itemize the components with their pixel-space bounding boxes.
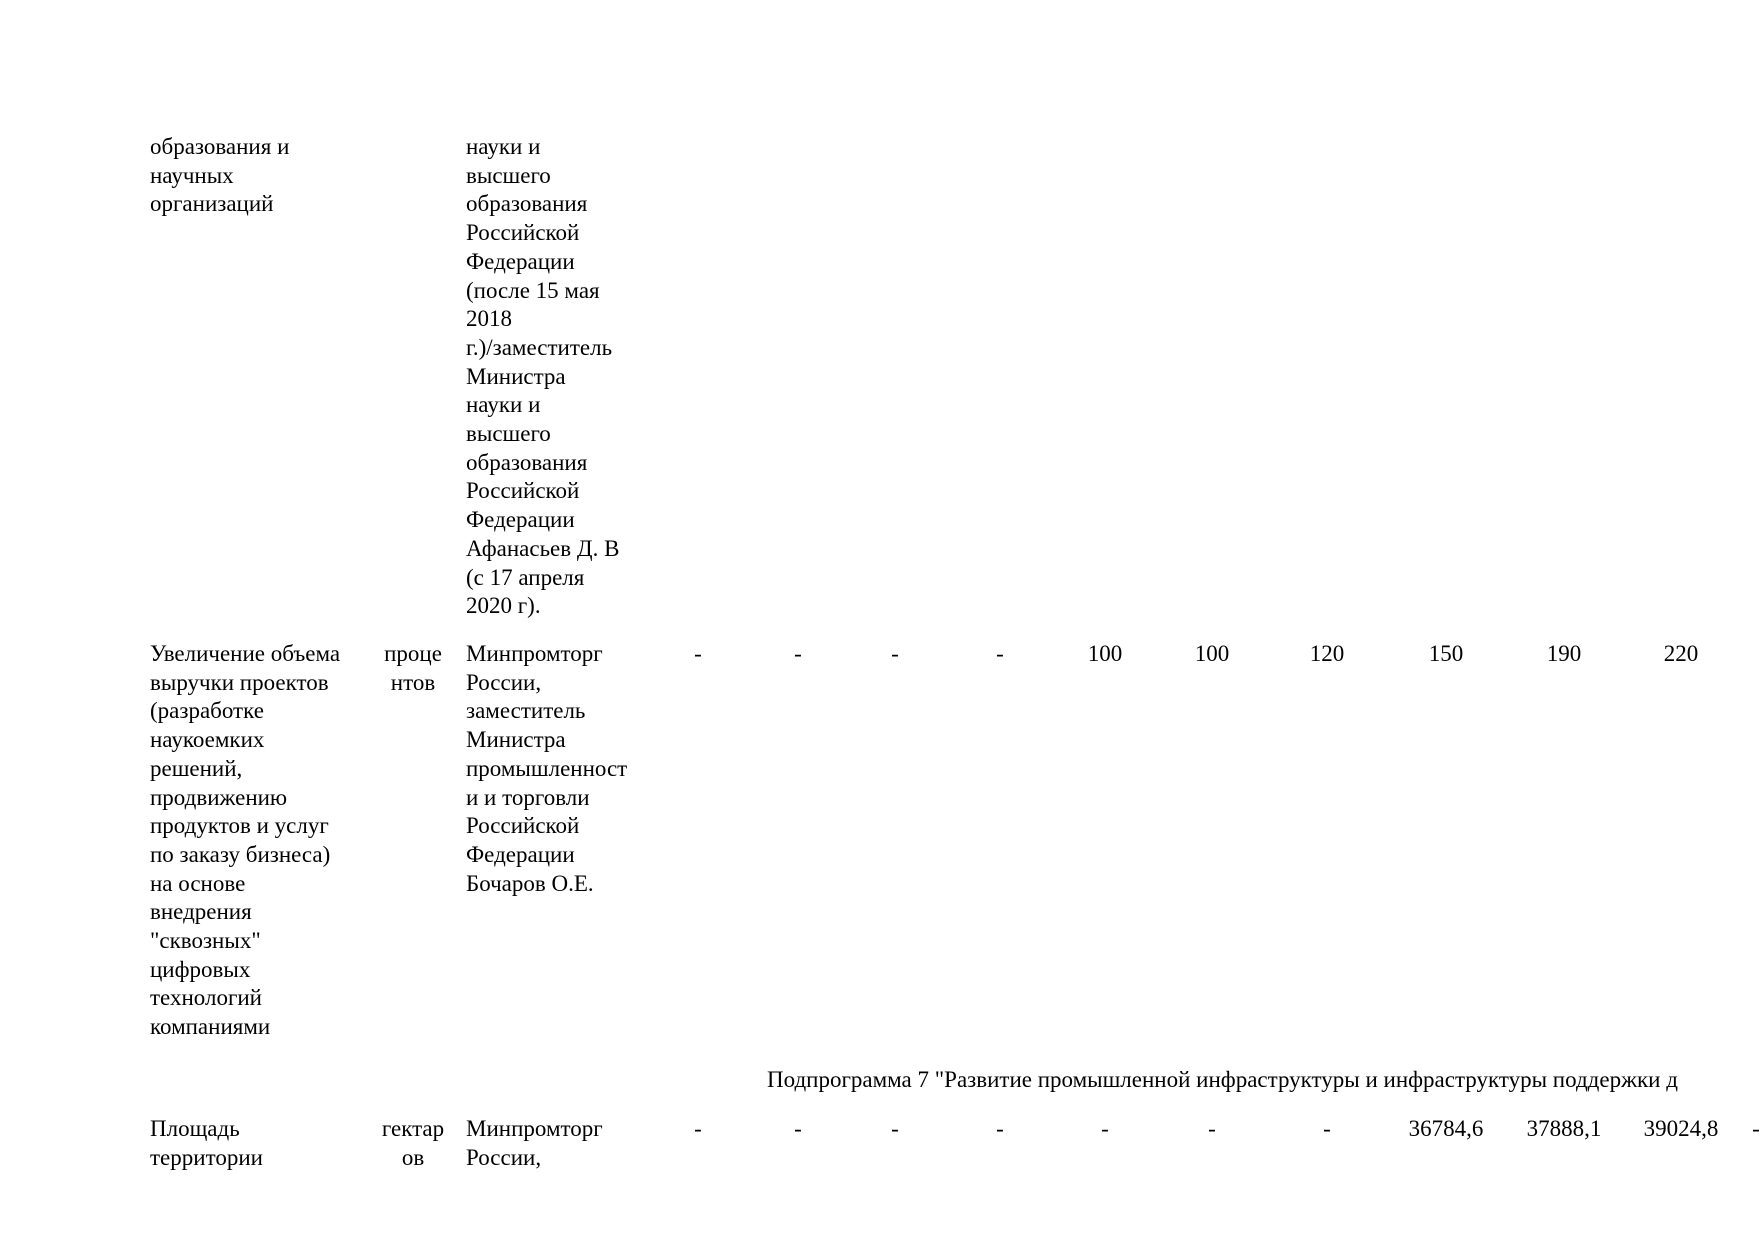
text-line: научных: [150, 162, 234, 188]
text-line: решений,: [150, 755, 243, 781]
value-cell: -: [694, 1116, 702, 1141]
row3-responsible: [466, 1115, 656, 1172]
row2-unit: [378, 640, 448, 697]
text-line: Площадь: [150, 1116, 240, 1141]
text-line: 2020 г).: [466, 593, 541, 619]
value-cell: -: [794, 1116, 802, 1141]
text-line: Российской: [466, 478, 580, 504]
text-line: наукоемких: [150, 727, 265, 753]
text-line: Минпромторг: [466, 1116, 603, 1141]
text-line: технологий: [150, 985, 262, 1011]
text-line: цифровых: [150, 956, 251, 982]
text-line: Министра: [466, 363, 566, 389]
row2-responsible: [466, 640, 656, 898]
text-line: и и торговли: [466, 784, 590, 810]
value-cell: 120: [1309, 641, 1345, 666]
value-cell: 190: [1546, 641, 1582, 666]
text-line: Бочаров О.Е.: [466, 870, 594, 896]
subprogram-heading: Подпрограмма 7 "Развитие промышленной инфраструктуры и инфраструктуры поддержки д: [767, 1067, 1678, 1092]
text-line: Федерации: [466, 507, 575, 533]
text-line: Минпромторг: [466, 641, 603, 666]
text-line: Федерации: [466, 248, 575, 274]
row3-unit: [378, 1115, 448, 1172]
text-line: промышленност: [466, 755, 628, 781]
text-line: высшего: [466, 162, 551, 188]
text-line: (с 17 апреля: [466, 564, 585, 590]
value-cell: 150: [1428, 641, 1464, 666]
text-line: высшего: [466, 421, 551, 447]
text-line: (разработке: [150, 698, 264, 724]
text-line: по заказу бизнеса): [150, 841, 331, 867]
text-line: образования: [466, 449, 588, 475]
text-line: компаниями: [150, 1014, 271, 1040]
text-line: науки и: [466, 134, 541, 159]
value-cell: -: [1208, 1116, 1216, 1141]
text-line: Федерации: [466, 841, 575, 867]
value-cell: -: [794, 641, 802, 666]
text-line: России,: [466, 1144, 542, 1170]
text-line: "сквозных": [150, 928, 261, 954]
text-line: Российской: [466, 813, 580, 839]
value-cell: 100: [1194, 641, 1230, 666]
value-cell: -: [891, 1116, 899, 1141]
text-line: продвижению: [150, 784, 288, 810]
text-line: (после 15 мая: [466, 277, 600, 303]
value-cell: -: [1752, 1116, 1760, 1141]
text-line: Увеличение объема: [150, 641, 341, 666]
text-line: образования и: [150, 134, 290, 159]
value-cell: -: [996, 1116, 1004, 1141]
value-cell: -: [694, 641, 702, 666]
text-line: 2018: [466, 306, 512, 332]
text-line: организаций: [150, 191, 274, 217]
text-line: гектар: [381, 1116, 445, 1141]
value-cell: -: [1323, 1116, 1331, 1141]
value-cell: 39024,8: [1643, 1116, 1719, 1141]
row3-indicator: [150, 1115, 380, 1172]
text-line: Министра: [466, 727, 566, 753]
value-cell: -: [996, 641, 1004, 666]
value-cell: -: [891, 641, 899, 666]
row1-indicator: [150, 133, 380, 219]
text-line: нтов: [390, 669, 436, 695]
text-line: Афанасьев Д. В: [466, 535, 620, 561]
value-cell: 100: [1087, 641, 1123, 666]
text-line: внедрения: [150, 899, 252, 925]
text-line: России,: [466, 669, 542, 695]
text-line: заместитель: [466, 698, 586, 724]
text-line: ов: [401, 1144, 425, 1170]
value-cell: 36784,6: [1408, 1116, 1484, 1141]
text-line: проце: [384, 641, 442, 666]
value-cell: 220: [1663, 641, 1699, 666]
row1-responsible: [466, 133, 656, 621]
text-line: науки и: [466, 392, 541, 418]
text-line: на основе: [150, 870, 246, 896]
text-line: Российской: [466, 220, 580, 246]
text-line: образования: [466, 191, 588, 217]
value-cell: -: [1101, 1116, 1109, 1141]
text-line: выручки проектов: [150, 669, 329, 695]
text-line: г.)/заместитель: [466, 334, 613, 360]
text-line: территории: [150, 1144, 263, 1170]
row2-indicator: [150, 640, 380, 1042]
text-line: продуктов и услуг: [150, 813, 329, 839]
value-cell: 37888,1: [1526, 1116, 1602, 1141]
